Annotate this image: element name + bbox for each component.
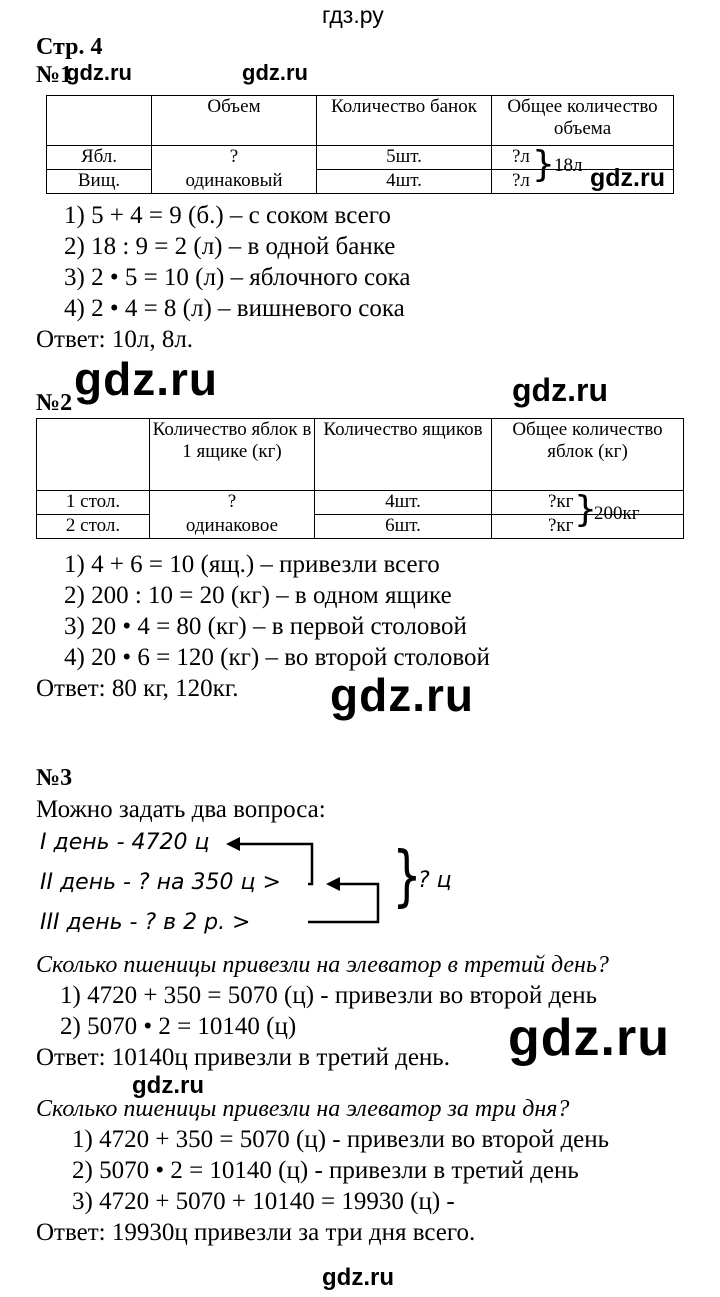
table-cell: 4шт. [315,491,492,515]
task2-label: №2 [36,390,73,416]
table-cell: 4шт. [317,170,492,194]
watermark: gdz.ru [132,1072,204,1099]
diagram-arrows [220,830,420,940]
table-cell: ? [152,146,317,170]
task2-step: 1) 4 + 6 = 10 (ящ.) – привезли всего [64,551,440,578]
task1-step: 1) 5 + 4 = 9 (б.) – с соком всего [64,202,391,229]
task1-answer: Ответ: 10л, 8л. [36,326,194,353]
arrow-line [308,884,378,922]
watermark: gdz.ru [508,1009,670,1067]
table-cell: 6шт. [315,515,492,539]
diagram-total: ? ц [418,868,452,893]
diagram-day3: III день - ? в 2 р. > [40,910,251,935]
task1-table [46,95,674,194]
arrow-head-icon [326,877,340,891]
arrow-head-icon [226,837,240,851]
table-cell: одинаковое [150,515,315,539]
diagram-day2: II день - ? на 350 ц > [40,870,281,895]
table-cell: ?л [492,170,674,194]
table-header-cell: Количество яблок в 1 ящике (кг) [150,419,315,491]
task1-total: 18л [554,155,583,176]
site-watermark-top: гдз.ру [322,2,384,28]
task3-q2-step: 2) 5070 • 2 = 10140 (ц) - привезли в третий день [72,1157,579,1184]
table-header-cell [37,419,150,491]
table-header-cell [47,96,152,146]
task3-question-2: Сколько пшеницы привезли на элеватор за три дня? [36,1096,570,1122]
task2-step: 3) 20 • 4 = 80 (кг) – в первой столовой [64,613,467,640]
table-cell: Ябл. [47,146,152,170]
task1-step: 4) 2 • 4 = 8 (л) – вишневого сока [64,295,405,322]
task3-q1-step: 1) 4720 + 350 = 5070 (ц) - привезли во второй день [60,982,598,1009]
table-header-cell: Объем [152,96,317,146]
table-cell: ?кг [492,515,684,539]
task3-question-1: Сколько пшеницы привезли на элеватор в третий день? [36,952,609,978]
task1-label: №1 [36,62,73,88]
task3-q2-step: 1) 4720 + 350 = 5070 (ц) - привезли во второй день [72,1126,610,1153]
watermark: gdz.ru [74,353,218,405]
watermark: gdz.ru [330,669,474,721]
arrow-line [230,844,312,884]
page-number: Стр. 4 [36,34,103,60]
task3-label: №3 [36,765,73,791]
table-header-cell: Общее количество объема [492,96,674,146]
table-cell: 1 стол. [37,491,150,515]
table-cell: Вищ. [47,170,152,194]
diagram-day1: I день - 4720 ц [40,830,210,855]
brace-icon: } [392,837,422,914]
table-cell: одинаковый [152,170,317,194]
task3-q2-step: 3) 4720 + 5070 + 10140 = 19930 (ц) - [72,1188,455,1215]
watermark-bottom: gdz.ru [322,1264,394,1291]
task2-step: 4) 20 • 6 = 120 (кг) – во второй столовой [64,644,490,671]
table-header-cell: Общее количество яблок (кг) [492,419,684,491]
task3-q1-step: 2) 5070 • 2 = 10140 (ц) [60,1013,297,1040]
task1-step: 2) 18 : 9 = 2 (л) – в одной банке [64,233,396,260]
task2-total: 200кг [594,503,640,524]
task3-q2-answer: Ответ: 19930ц привезли за три дня всего. [36,1219,476,1246]
task2-step: 2) 200 : 10 = 20 (кг) – в одном ящике [64,582,452,609]
watermark: gdz.ru [66,60,132,85]
watermark: gdz.ru [590,164,665,192]
task2-answer: Ответ: 80 кг, 120кг. [36,675,239,702]
watermark: gdz.ru [512,372,608,408]
task1-step: 3) 2 • 5 = 10 (л) – яблочного сока [64,264,411,291]
task3-intro: Можно задать два вопроса: [36,796,326,823]
table-header-cell: Количество ящиков [315,419,492,491]
watermark: gdz.ru [242,60,308,85]
table-header-cell: Количество банок [317,96,492,146]
brace-icon: } [574,489,597,530]
task3-q1-answer: Ответ: 10140ц привезли в третий день. [36,1044,450,1071]
brace-icon: } [532,144,555,185]
table-cell: ?кг [492,491,684,515]
table-cell: 2 стол. [37,515,150,539]
table-cell: ? [150,491,315,515]
table-cell: 5шт. [317,146,492,170]
table-cell: ?л [492,146,674,170]
